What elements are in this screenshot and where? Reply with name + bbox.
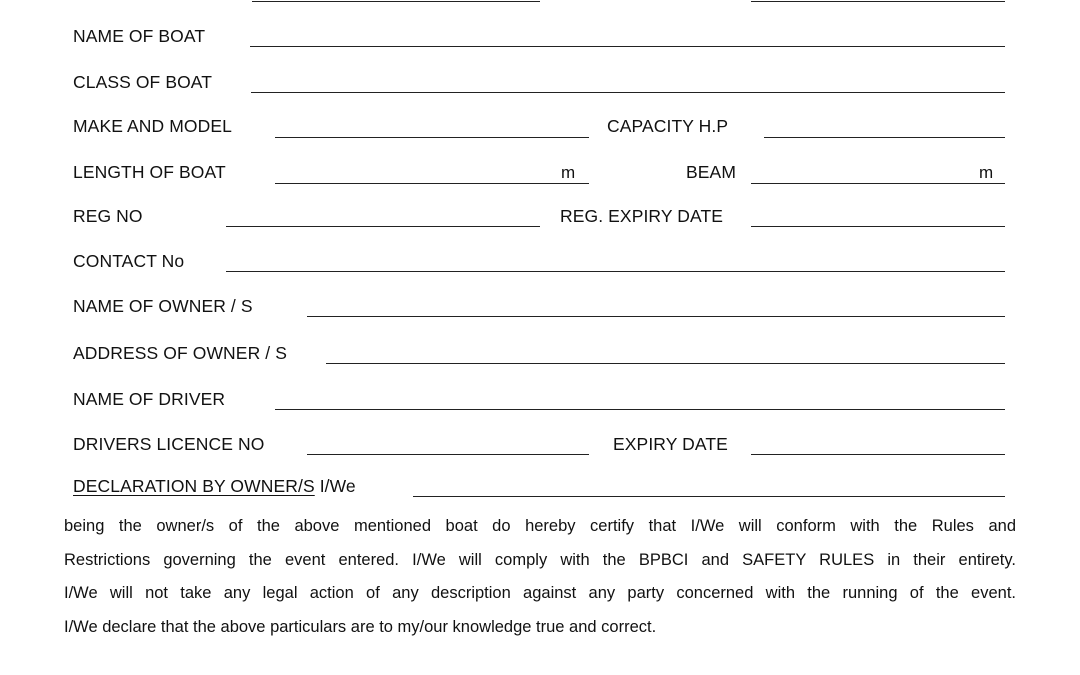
- expiry-date-field[interactable]: [751, 454, 1005, 455]
- declaration-name-field[interactable]: [413, 496, 1005, 497]
- name-of-boat-field[interactable]: [250, 46, 1005, 47]
- name-of-driver-label: NAME OF DRIVER: [73, 389, 226, 409]
- beam-unit: m: [979, 163, 994, 182]
- declaration-paragraph: [64, 510, 1016, 644]
- expiry-date-label: EXPIRY DATE: [613, 434, 728, 454]
- declaration-line-2: Restrictions governing the event entered. I/We will comply with the BPBCI and SAFETY RULES in their entirety.: [64, 550, 1016, 569]
- beam-label: BEAM: [686, 162, 736, 182]
- reg-no-field[interactable]: [226, 226, 540, 227]
- drivers-licence-no-label: DRIVERS LICENCE NO: [73, 434, 265, 454]
- class-of-boat-label: CLASS OF BOAT: [73, 72, 213, 92]
- length-unit: m: [561, 163, 576, 182]
- declaration-heading-row: [73, 476, 356, 496]
- top-field-line-right[interactable]: [751, 1, 1005, 2]
- name-of-driver-field[interactable]: [275, 409, 1005, 410]
- address-of-owners-field[interactable]: [326, 363, 1005, 364]
- length-of-boat-field[interactable]: [275, 183, 589, 184]
- declaration-line-3: I/We will not take any legal action of any description against any party concerned with the running of the event.: [64, 584, 1016, 602]
- make-and-model-field[interactable]: [275, 137, 589, 138]
- drivers-licence-no-field[interactable]: [307, 454, 589, 455]
- declaration-line-4: I/We declare that the above particulars are to my/our knowledge true and correct.: [64, 617, 657, 636]
- make-and-model-label: MAKE AND MODEL: [73, 116, 232, 136]
- declaration-heading: DECLARATION BY OWNER/S: [73, 476, 315, 496]
- capacity-hp-label: CAPACITY H.P: [607, 116, 729, 136]
- contact-no-label: CONTACT No: [73, 251, 185, 271]
- reg-expiry-date-label: REG. EXPIRY DATE: [560, 206, 724, 226]
- contact-no-field[interactable]: [226, 271, 1005, 272]
- length-of-boat-label: LENGTH OF BOAT: [73, 162, 226, 182]
- name-of-owners-label: NAME OF OWNER / S: [73, 296, 253, 316]
- class-of-boat-field[interactable]: [251, 92, 1005, 93]
- capacity-hp-field[interactable]: [764, 137, 1005, 138]
- declaration-line-1: being the owner/s of the above mentioned boat do hereby certify that I/We will conform with the Rules and: [64, 517, 1016, 535]
- beam-field[interactable]: [751, 183, 1005, 184]
- name-of-owners-field[interactable]: [307, 316, 1005, 317]
- declaration-suffix: I/We: [319, 476, 356, 496]
- top-field-line-left[interactable]: [252, 1, 540, 2]
- name-of-boat-label: NAME OF BOAT: [73, 26, 206, 46]
- reg-no-label: REG NO: [73, 206, 143, 226]
- address-of-owners-label: ADDRESS OF OWNER / S: [73, 343, 287, 363]
- reg-expiry-date-field[interactable]: [751, 226, 1005, 227]
